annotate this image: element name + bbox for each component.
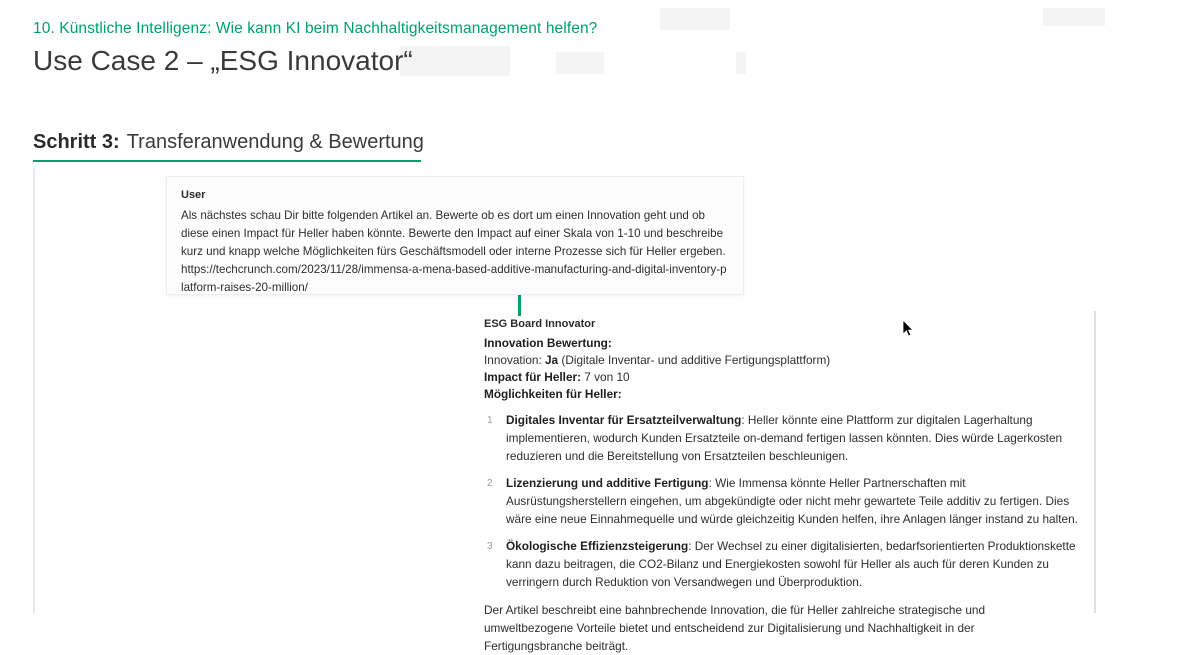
decorative-block bbox=[400, 46, 510, 76]
impact-field bbox=[484, 369, 1084, 386]
assistant-closing-text: Der Artikel beschreibt eine bahnbrechende Innovation, die für Heller zahlreiche strategische und umweltbezogene Vorteile bietet und entscheidend zur Digitalisierung und Nachhaltigkeit in der Fertigungsbranche beiträgt. bbox=[484, 602, 986, 653]
slide-kicker: 10. Künstliche Intelligenz: Wie kann KI beim Nachhaltigkeitsmanagement helfen? bbox=[33, 20, 598, 37]
step-heading bbox=[33, 131, 424, 162]
decorative-block bbox=[736, 52, 746, 74]
connector-line-left bbox=[33, 168, 35, 613]
list-item-title: Lizenzierung und additive Fertigung bbox=[506, 476, 709, 491]
options-list bbox=[484, 412, 1084, 591]
list-item-number: 1 bbox=[487, 415, 493, 427]
step-heading-line bbox=[33, 131, 424, 154]
list-item-text: : Heller könnte eine Plattform zur digitalen Lagerhaltung implementieren, wodurch Kunden Ersatzteile on-demand fertigen lassen könnten. Dies würde Lagerkosten reduzieren und die Bereitstellung von Ersatzteilen beschleunigen. bbox=[506, 413, 1063, 464]
user-message-body bbox=[181, 207, 729, 297]
decorative-block bbox=[660, 8, 730, 30]
user-message-card bbox=[166, 176, 744, 295]
impact-value: 7 von 10 bbox=[581, 370, 630, 385]
assistant-message-author: ESG Board Innovator bbox=[484, 318, 596, 330]
user-message-text: Als nächstes schau Dir bitte folgenden Artikel an. Bewerte ob es dort um einen Innovation geht und ob diese einen Impact für Heller haben könnte. Bewerte den Impact auf einer Skala von 1-10 und beschreibe kurz und knapp welche Möglichkeiten fürs Geschäftsmodell oder interne Prozesse sich für Heller ergeben. bbox=[181, 209, 726, 258]
connector-line-right bbox=[1094, 311, 1096, 613]
user-message-author: User bbox=[181, 189, 206, 201]
list-item-title: Ökologische Effizienzsteigerung bbox=[506, 538, 689, 553]
innovation-value: Ja bbox=[545, 353, 559, 368]
innovation-label: Innovation: bbox=[484, 353, 542, 368]
list-item bbox=[484, 475, 1084, 529]
list-item-text: : Wie Immensa könnte Heller Partnerschaften mit Ausrüstungsherstellern eingehen, um abgekündigte oder nicht mehr gewartete Teile additiv zu fertigen. Dies wäre eine neue Einnahmequelle und würde gleichzeitig Kunden helfen, ihre Anlagen länger instand zu halten. bbox=[506, 476, 1078, 526]
options-heading: Möglichkeiten für Heller: bbox=[484, 387, 622, 402]
impact-label: Impact für Heller: bbox=[484, 370, 582, 385]
list-item-number: 3 bbox=[487, 540, 493, 552]
list-item-text: : Der Wechsel zu einer digitalisierten, bedarfsorientierten Produktionskette kann dazu beitragen, die CO2-Bilanz und Energiekosten sowohl für Heller als auch für deren Kunden zu verringern durch Reduktion von Versandwegen und Überproduktion. bbox=[506, 538, 1076, 589]
user-message-link[interactable]: https://techcrunch.com/2023/11/28/immensa-a-mena-based-additive-manufacturing-and-digital-inventory-platform-raises-20-million/ bbox=[181, 262, 727, 294]
step-label: Schritt 3: bbox=[33, 131, 120, 153]
list-item-number: 2 bbox=[487, 478, 493, 490]
list-item-title: Digitales Inventar für Ersatzteilverwaltung bbox=[506, 413, 742, 428]
innovation-field bbox=[484, 352, 1084, 369]
step-underline bbox=[33, 160, 421, 162]
decorative-block bbox=[556, 52, 604, 74]
list-item bbox=[484, 412, 1084, 466]
list-item bbox=[484, 538, 1084, 592]
decorative-block bbox=[1043, 8, 1105, 26]
page-title: Use Case 2 – „ESG Innovator“ bbox=[33, 45, 413, 76]
step-text: Transferanwendung & Bewertung bbox=[126, 131, 424, 153]
innovation-detail: (Digitale Inventar- und additive Fertigungsplattform) bbox=[558, 353, 831, 368]
assistant-heading: Innovation Bewertung: bbox=[484, 336, 612, 350]
mouse-cursor-icon bbox=[903, 320, 915, 338]
assistant-message bbox=[484, 318, 1084, 655]
